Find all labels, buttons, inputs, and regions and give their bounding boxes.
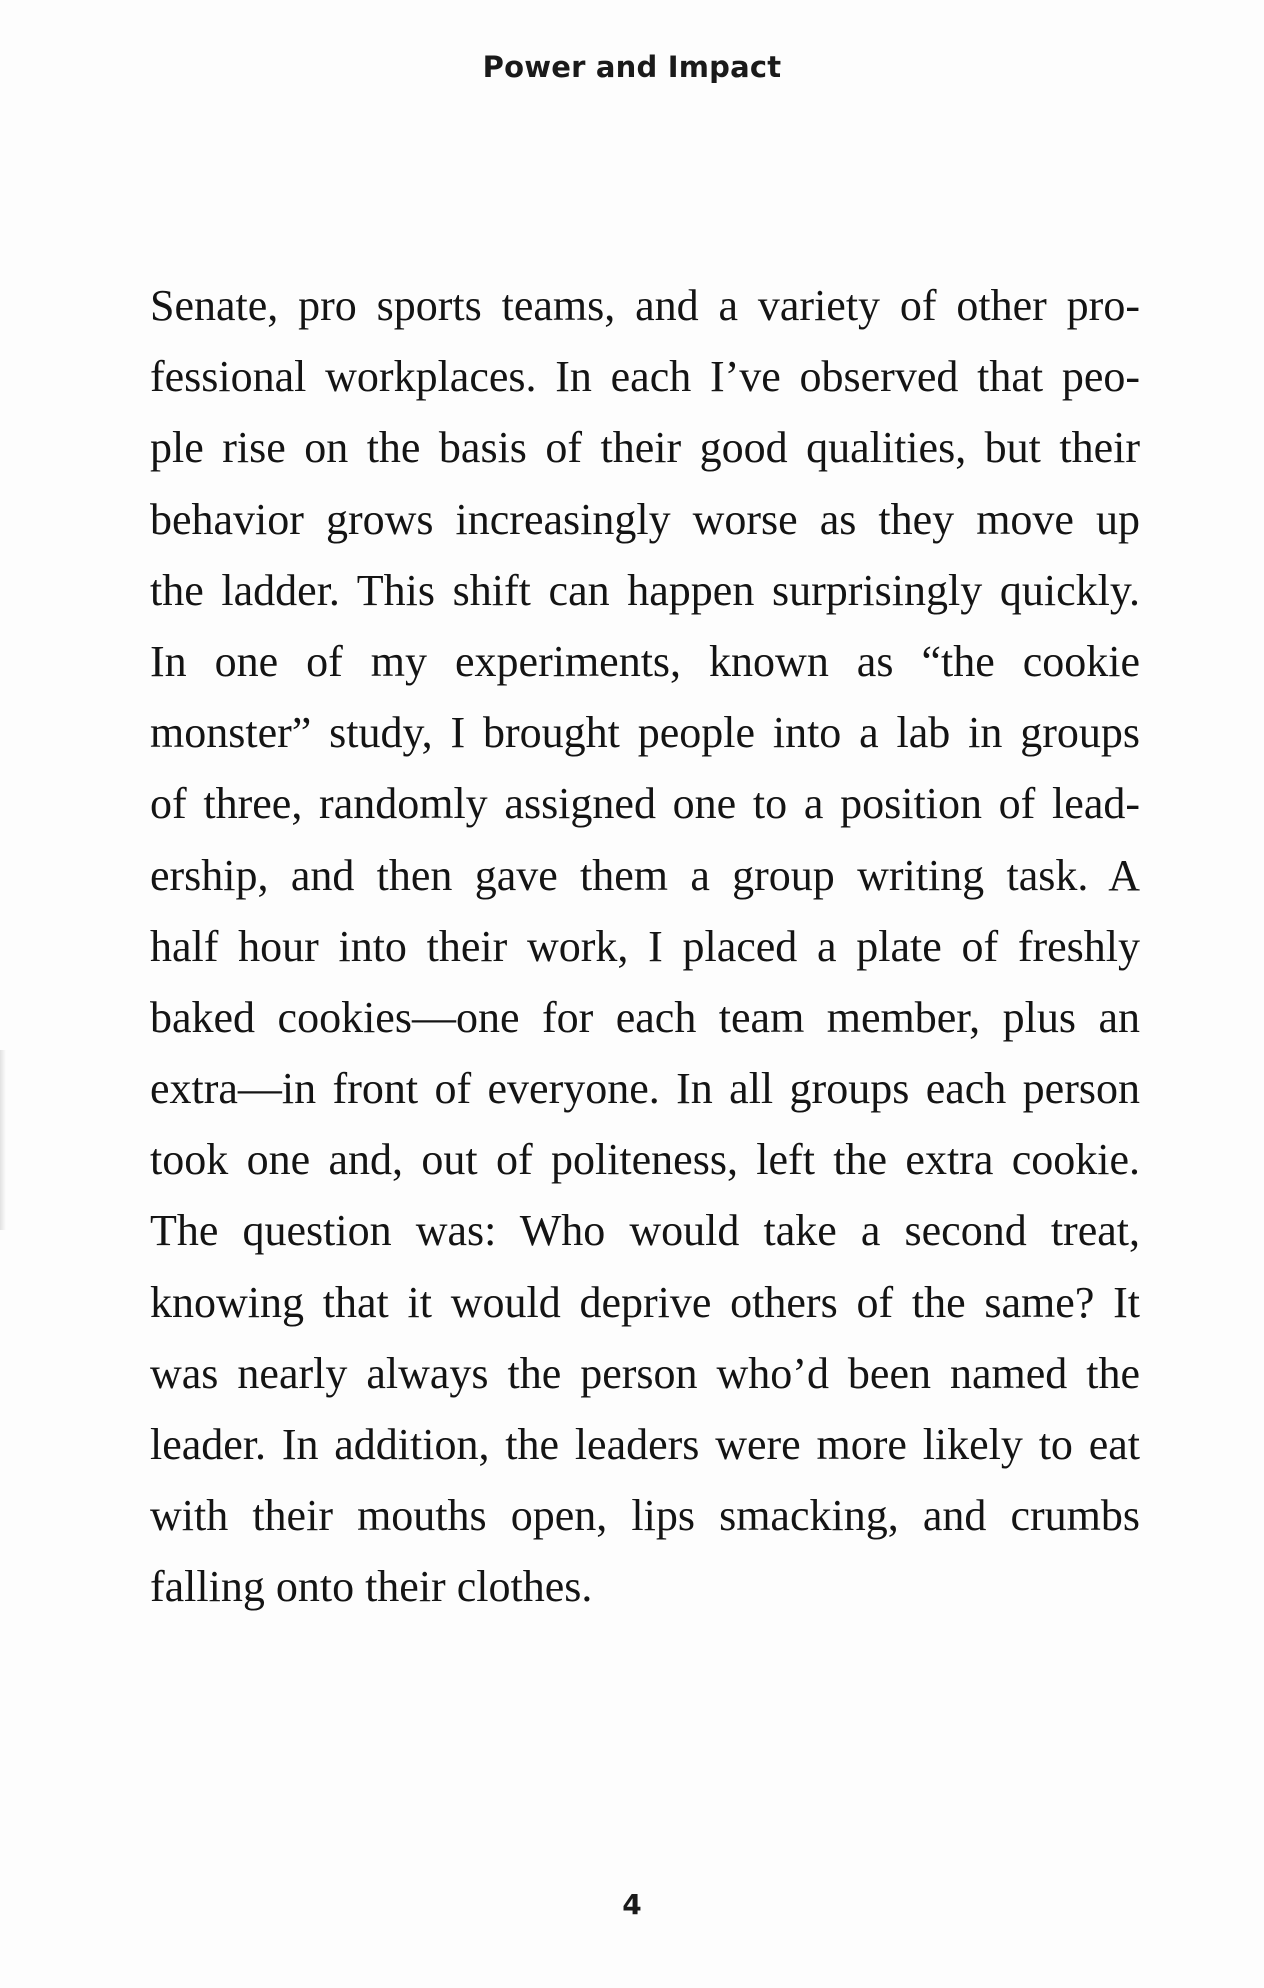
text-line: half hour into their work, I placed a plate of freshly	[150, 921, 1140, 971]
text-line: of three, randomly assigned one to a position of lead-	[150, 779, 1140, 829]
running-head: Power and Impact	[482, 50, 782, 84]
text-line: baked cookies—one for each team member, plus an	[150, 992, 1140, 1042]
body-paragraph	[150, 270, 1140, 1623]
text-line: was nearly always the person who’d been named the	[150, 1348, 1140, 1398]
text-line: with their mouths open, lips smacking, and crumbs	[150, 1491, 1140, 1541]
text-line: the ladder. This shift can happen surprisingly quickly.	[150, 565, 1140, 615]
text-line: took one and, out of politeness, left the extra cookie.	[150, 1135, 1140, 1185]
text-line: fessional workplaces. In each I’ve observed that peo-	[150, 352, 1140, 402]
text-line: Senate, pro sports teams, and a variety of other pro-	[150, 281, 1140, 330]
page-edge-shadow	[0, 1050, 6, 1230]
text-line: The question was: Who would take a second treat,	[150, 1206, 1140, 1256]
text-line: monster” study, I brought people into a lab in groups	[150, 708, 1140, 758]
text-line: ple rise on the basis of their good qualities, but their	[150, 423, 1140, 473]
text-line: ership, and then gave them a group writing task. A	[150, 850, 1140, 900]
text-line: In one of my experiments, known as “the cookie	[150, 636, 1140, 686]
text-line: knowing that it would deprive others of the same? It	[150, 1277, 1140, 1327]
text-line: falling onto their clothes.	[150, 1562, 593, 1612]
text-line: leader. In addition, the leaders were more likely to eat	[150, 1420, 1140, 1469]
text-line: behavior grows increasingly worse as they move up	[150, 494, 1140, 544]
text-line: extra—in front of everyone. In all groups each person	[150, 1064, 1140, 1114]
page-number: 4	[622, 1888, 642, 1921]
